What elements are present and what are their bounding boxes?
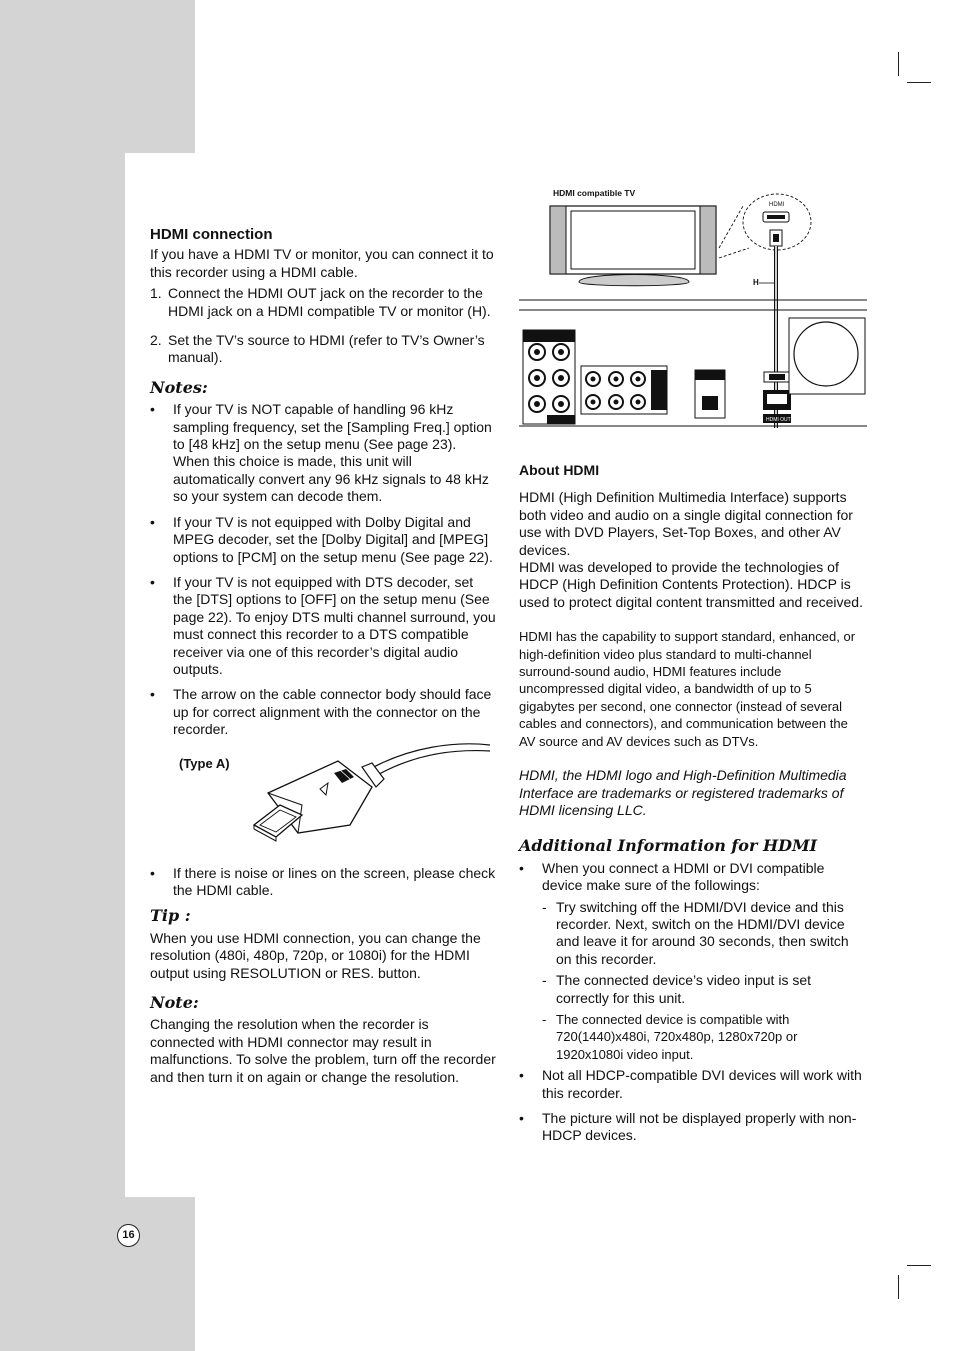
hdmi-plug-icon [250,743,490,853]
crop-mark [907,1265,931,1266]
dash-text: The connected device’s video input is set correctly for this unit. [556,972,812,1006]
step-text: Set the TV’s source to HDMI (refer to TV’s Owner’s manual). [168,332,485,366]
tip-text: When you use HDMI connection, you can change the resolution (480i, 480p, 720p, or 1080i) for the HDMI output using RESOLUTION or RES. button. [150,929,481,981]
connection-diagram-svg [519,186,867,430]
info-item [519,1067,867,1102]
bullet-icon: • [150,513,155,530]
right-column [519,462,867,1153]
note-text: If there is noise or lines on the screen, please check the HDMI cable. [173,864,496,898]
crop-mark [907,82,931,83]
about-paragraph: HDMI has the capability to support standard, enhanced, or high-definition video plus standard to multi-channel surround-sound audio, HDMI features include uncompressed digital video, a bandwidth of up to 5 gigabytes per second, one connector (instead of several cables and connectors), and communication between the AV source and AV devices such as DTVs. [519,629,856,749]
margin-gray-bottom [0,1197,195,1351]
hdmi-connection-diagram [519,186,867,430]
additional-info-heading: Additional Information for HDMI [519,836,818,856]
dash-list [542,899,867,1064]
crop-mark [898,52,899,76]
note-item [150,686,496,738]
step-number: 1. [150,285,162,302]
dash-icon: - [542,1011,547,1027]
bullet-icon: • [519,1067,524,1084]
dash-item [542,972,867,1007]
margin-gray-top [0,0,195,153]
intro-text: If you have a HDMI TV or monitor, you can connect it to this recorder using a HDMI cable. [150,246,494,280]
note-text: If your TV is not equipped with DTS decoder, set the [DTS] options to [OFF] on the setup menu (See page 22). To enjoy DTS multi channel surround, you must connect this recorder to a DTS compatible receiver via one of this recorder’s digital audio outputs. [173,573,496,677]
dash-icon: - [542,898,547,915]
step-item [150,285,496,320]
dash-text: Try switching off the HDMI/DVI device and this recorder. Next, switch on the HDMI/DVI device and leave it for around 30 seconds, then switch on this recorder. [556,898,849,967]
note-text: If your TV is NOT capable of handling 96 kHz sampling frequency, set the [Sampling Freq.] option to [48 kHz] on the setup menu (See page 23). When this choice is made, this unit will automatically convert any 96 kHz signals to 48 kHz so your system can decode them. [173,401,492,505]
bullet-icon: • [519,1110,524,1126]
bullet-icon: • [150,864,155,881]
tv-label: HDMI compatible TV [553,188,636,198]
info-text: Not all HDCP-compatible DVI devices will work with this recorder. [542,1067,862,1101]
about-paragraph: HDMI (High Definition Multimedia Interface) supports both video and audio on a single digital connection for use with DVD Players, Set-Top Boxes, and other AV devices. [519,489,853,558]
bullet-icon: • [150,401,155,418]
info-item [519,860,867,1063]
hdmi-port-label: HDMI [769,202,785,208]
page-number: 16 [117,1224,140,1247]
dash-item [542,899,867,969]
tv-right-speaker [700,206,716,274]
step-item [150,332,496,367]
notes-list-continued [150,865,496,900]
hdmi-out-label: HDMI OUT [766,417,791,423]
tv-stand [579,275,689,286]
about-hdmi-title: About HDMI [519,462,600,478]
dash-icon: - [542,972,547,989]
steps-list [150,285,496,367]
tip-heading: Tip : [150,906,191,926]
step-text: Connect the HDMI OUT jack on the recorder to the HDMI jack on a HDMI compatible TV or monitor (H). [168,285,491,319]
fan-icon [794,322,858,386]
tv-screen [571,211,695,269]
note-text: Changing the resolution when the recorder is connected with HDMI connector may result in malfunctions. To solve the problem, turn off the recorder and then turn it on again or change the resolution. [150,1016,496,1085]
hdmi-connection-title: HDMI connection [150,226,273,243]
note-heading: Note: [150,993,199,1012]
type-a-label: (Type A) [179,755,230,771]
additional-info-list [519,860,867,1145]
notes-list [150,401,496,738]
left-column [150,226,496,1086]
dash-item [542,1011,867,1063]
tv-left-speaker [550,206,566,274]
note-text: If your TV is not equipped with Dolby Digital and MPEG decoder, set the [Dolby Digital] and [MPEG] options to [PCM] on the setup menu (See page 22). [173,513,493,565]
note-item [150,574,496,678]
info-item [519,1110,867,1145]
bullet-icon: • [150,686,155,703]
bullet-icon: • [519,859,524,876]
note-item [150,514,496,566]
type-a-connector-figure [150,743,496,861]
cable-h-label: H [753,278,759,287]
notes-heading: Notes: [150,377,208,397]
bullet-icon: • [150,573,155,590]
margin-gray-left [0,153,125,1197]
about-paragraph: HDMI was developed to provide the technologies of HDCP (High Definition Contents Protection). HDCP is used to protect digital content transmitted and received. [519,559,863,610]
note-item [150,865,496,900]
crop-mark [898,1275,899,1299]
step-number: 2. [150,332,162,349]
note-item [150,401,496,505]
trademark-text: HDMI, the HDMI logo and High-Definition Multimedia Interface are trademarks or registered trademarks of HDMI licensing LLC. [519,767,847,818]
dash-text: The connected device is compatible with 720(1440)x480i, 720x480p, 1280x720p or 1920x1080i video input. [556,1011,798,1062]
info-text: The picture will not be displayed properly with non-HDCP devices. [542,1110,857,1144]
info-text: When you connect a HDMI or DVI compatible device make sure of the followings: [542,859,825,894]
note-text: The arrow on the cable connector body should face up for correct alignment with the connector on the recorder. [173,686,492,738]
